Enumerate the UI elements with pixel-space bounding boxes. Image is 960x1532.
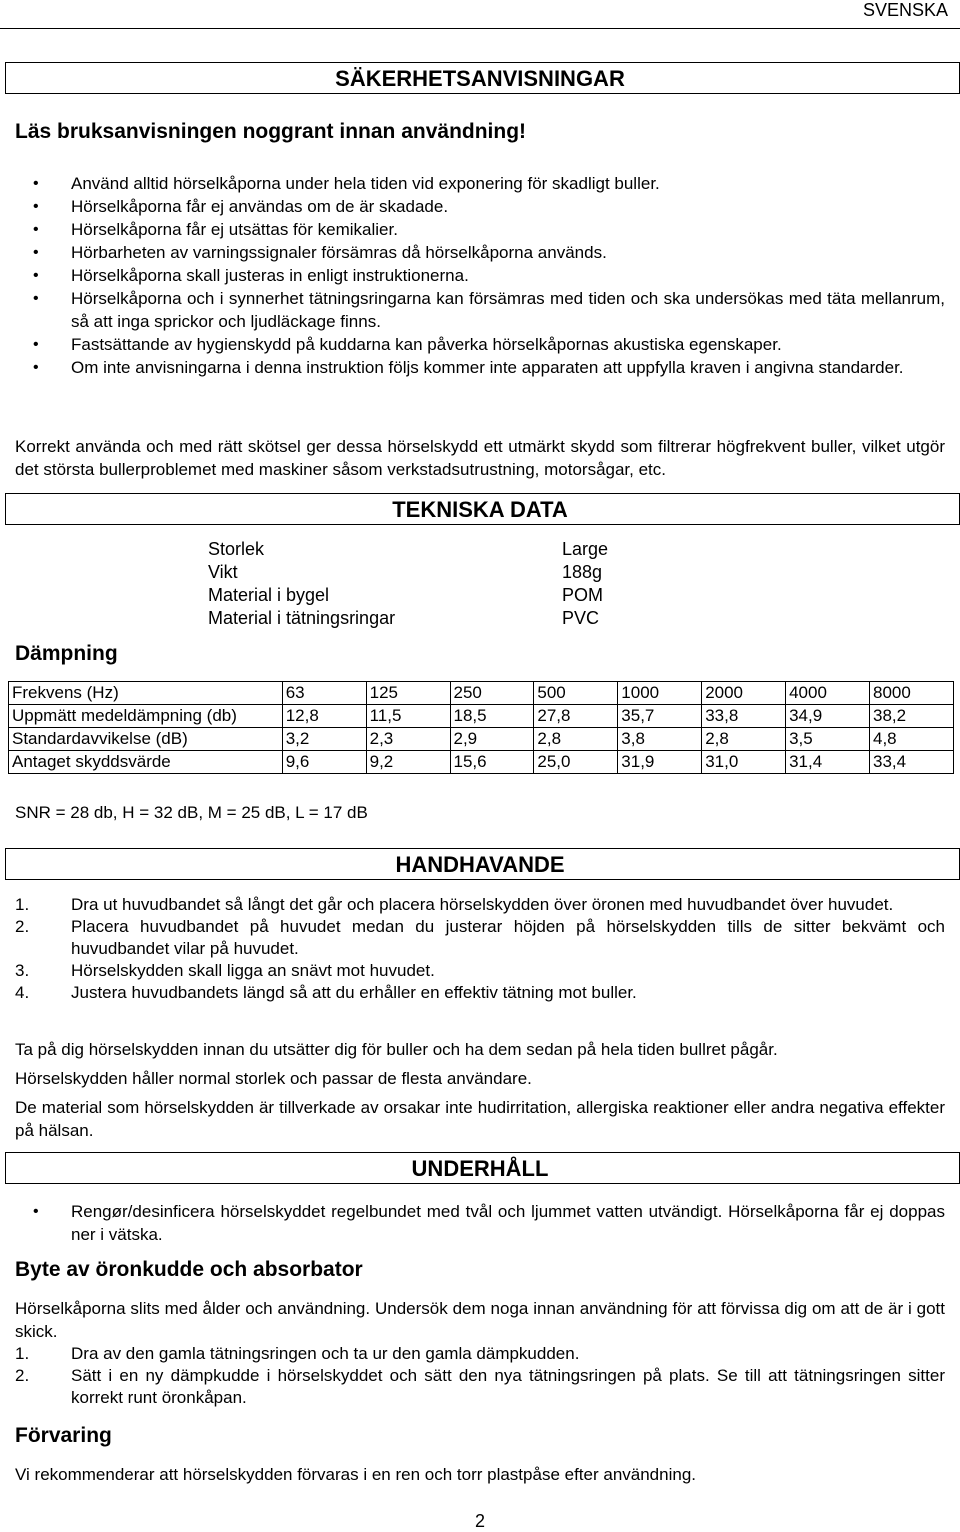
table-row	[9, 705, 954, 728]
table-cell: 4000	[786, 682, 870, 705]
table-cell: 12,8	[282, 705, 366, 728]
table-cell: Standardavvikelse (dB)	[9, 728, 283, 751]
table-cell: Antaget skyddsvärde	[9, 751, 283, 774]
table-cell: 2,3	[366, 728, 450, 751]
spec-value: 188g	[562, 562, 603, 582]
list-item: • Använd alltid hörselkåporna under hela tiden vid exponering för skadligt buller.	[15, 172, 945, 195]
table-cell: 250	[450, 682, 534, 705]
list-item	[15, 1365, 945, 1409]
step-text: Sätt i en ny dämpkudde i hörselskyddet och sätt den nya tätningsringen på plats. Se till att tätningsringen sitter korrekt runt öronkåpan.	[71, 1366, 945, 1407]
list-item: • Fastsättande av hygienskydd på kuddarna kan påverka hörselkåpornas akustiska egenskaper.	[15, 333, 945, 356]
step-text: Dra ut huvudbandet så långt det går och placera hörselskydden över öronen med huvudbandet över huvudet.	[71, 895, 894, 914]
list-item: • Hörselkåporna får ej användas om de är skadade.	[15, 195, 945, 218]
damping-heading: Dämpning	[15, 642, 118, 665]
table-cell: 3,5	[786, 728, 870, 751]
table-cell: 31,0	[702, 751, 786, 774]
storage-heading: Förvaring	[15, 1424, 112, 1447]
table-cell: 9,6	[282, 751, 366, 774]
storage-text: Vi rekommenderar att hörselskydden förvaras i en ren och torr plastpåse efter användning.	[15, 1465, 696, 1484]
table-cell: 35,7	[618, 705, 702, 728]
list-item	[15, 982, 945, 1004]
table-cell: 38,2	[870, 705, 954, 728]
table-cell: 25,0	[534, 751, 618, 774]
table-row	[9, 728, 954, 751]
table-cell: 125	[366, 682, 450, 705]
list-item	[15, 916, 945, 960]
step-text: Placera huvudbandet på huvudet medan du justerar höjden på hörselskydden tills de sitter bekvämt och huvudbandet vilar på huvudet.	[71, 917, 945, 958]
spec-label: Material i tätningsringar	[208, 608, 396, 628]
replace-heading: Byte av öronkudde och absorbator	[15, 1258, 363, 1281]
table-cell: 33,4	[870, 751, 954, 774]
step-number: 1.	[15, 895, 30, 914]
list-item: • Hörbarheten av varningssignaler försämras då hörselkåporna används.	[15, 241, 945, 264]
list-item	[15, 960, 945, 982]
snr-line: SNR = 28 db, H = 32 dB, M = 25 dB, L = 17 dB	[15, 803, 368, 822]
table-cell: 8000	[870, 682, 954, 705]
step-number: 2.	[15, 1366, 30, 1385]
spec-value: POM	[562, 585, 604, 605]
spec-label: Material i bygel	[208, 585, 330, 605]
handling-paragraph: Hörselskydden håller normal storlek och passar de flesta användare.	[15, 1069, 532, 1088]
spec-label: Storlek	[208, 539, 265, 559]
table-cell: 33,8	[702, 705, 786, 728]
safety-bullet-list	[15, 172, 945, 379]
list-item: • Om inte anvisningarna i denna instruktion följs kommer inte apparaten att uppfylla kraven i angivna standarder.	[15, 356, 945, 379]
damping-table	[8, 681, 954, 774]
step-text: Justera huvudbandets längd så att du erhåller en effektiv tätning mot buller.	[71, 983, 637, 1002]
handling-title: HANDHAVANDE	[395, 852, 565, 877]
table-cell: 18,5	[450, 705, 534, 728]
list-item	[15, 1343, 945, 1365]
step-number: 2.	[15, 917, 30, 936]
handling-paragraph: Ta på dig hörselskydden innan du utsätter dig för buller och ha dem sedan på hela tiden bullret pågår.	[15, 1040, 778, 1059]
handling-steps	[15, 894, 945, 1004]
table-cell: 3,2	[282, 728, 366, 751]
table-cell: 11,5	[366, 705, 450, 728]
table-cell: 9,2	[366, 751, 450, 774]
spec-value: PVC	[562, 608, 600, 628]
safety-lead: Läs bruksanvisningen noggrant innan användning!	[15, 120, 527, 143]
table-cell: 63	[282, 682, 366, 705]
tech-title: TEKNISKA DATA	[392, 497, 568, 522]
list-item: • Hörselkåporna får ej utsättas för kemikalier.	[15, 218, 945, 241]
table-cell: 2,8	[702, 728, 786, 751]
page-number: 2	[474, 1511, 485, 1531]
list-item: • Hörselkåporna skall justeras in enligt instruktionerna.	[15, 264, 945, 287]
list-item: • Rengør/desinficera hörselskyddet regelbundet med tvål och ljummet vatten utvändigt. Hörselkåporna får ej doppas ner i vätska.	[15, 1200, 945, 1246]
maintenance-bullet-list	[15, 1200, 945, 1246]
step-number: 3.	[15, 961, 30, 980]
replace-intro: Hörselkåporna slits med ålder och användning. Undersök dem noga innan användning för att förvissa dig om att de är i gott skick.	[15, 1299, 945, 1341]
maintenance-title: UNDERHÅLL	[411, 1156, 549, 1181]
table-row	[9, 751, 954, 774]
table-cell: 31,9	[618, 751, 702, 774]
spec-label: Vikt	[208, 562, 238, 582]
table-cell: 2,8	[534, 728, 618, 751]
step-text: Hörselskydden skall ligga an snävt mot huvudet.	[71, 961, 435, 980]
table-cell: 3,8	[618, 728, 702, 751]
table-cell: 2000	[702, 682, 786, 705]
table-cell: Uppmätt medeldämpning (db)	[9, 705, 283, 728]
table-cell: 31,4	[786, 751, 870, 774]
table-cell: 1000	[618, 682, 702, 705]
table-cell: 4,8	[870, 728, 954, 751]
table-cell: 15,6	[450, 751, 534, 774]
step-text: Dra av den gamla tätningsringen och ta ur den gamla dämpkudden.	[71, 1344, 580, 1363]
list-item	[15, 894, 945, 916]
handling-paragraph: De material som hörselskydden är tillverkade av orsakar inte hudirritation, allergiska reaktioner eller andra negativa effekter på hälsan.	[15, 1098, 945, 1140]
safety-title: SÄKERHETSANVISNINGAR	[335, 66, 625, 91]
table-cell: 2,9	[450, 728, 534, 751]
replace-steps	[15, 1343, 945, 1409]
step-number: 1.	[15, 1344, 30, 1363]
language-label: SVENSKA	[862, 0, 948, 20]
table-cell: 500	[534, 682, 618, 705]
list-item: • Hörselkåporna och i synnerhet tätningsringarna kan försämras med tiden och ska undersökas med täta mellanrum, så att inga sprickor och ljudläckage finns.	[15, 287, 945, 333]
safety-paragraph: Korrekt använda och med rätt skötsel ger dessa hörselskydd ett utmärkt skydd som filtrerar högfrekvent buller, vilket utgör det största bullerproblemet med maskiner såsom verkstadsutrustning, motorsågar, etc.	[15, 437, 945, 479]
table-row	[9, 682, 954, 705]
table-cell: 27,8	[534, 705, 618, 728]
step-number: 4.	[15, 983, 30, 1002]
table-cell: Frekvens (Hz)	[9, 682, 283, 705]
spec-value: Large	[562, 539, 609, 559]
table-cell: 34,9	[786, 705, 870, 728]
header-divider	[0, 28, 960, 29]
